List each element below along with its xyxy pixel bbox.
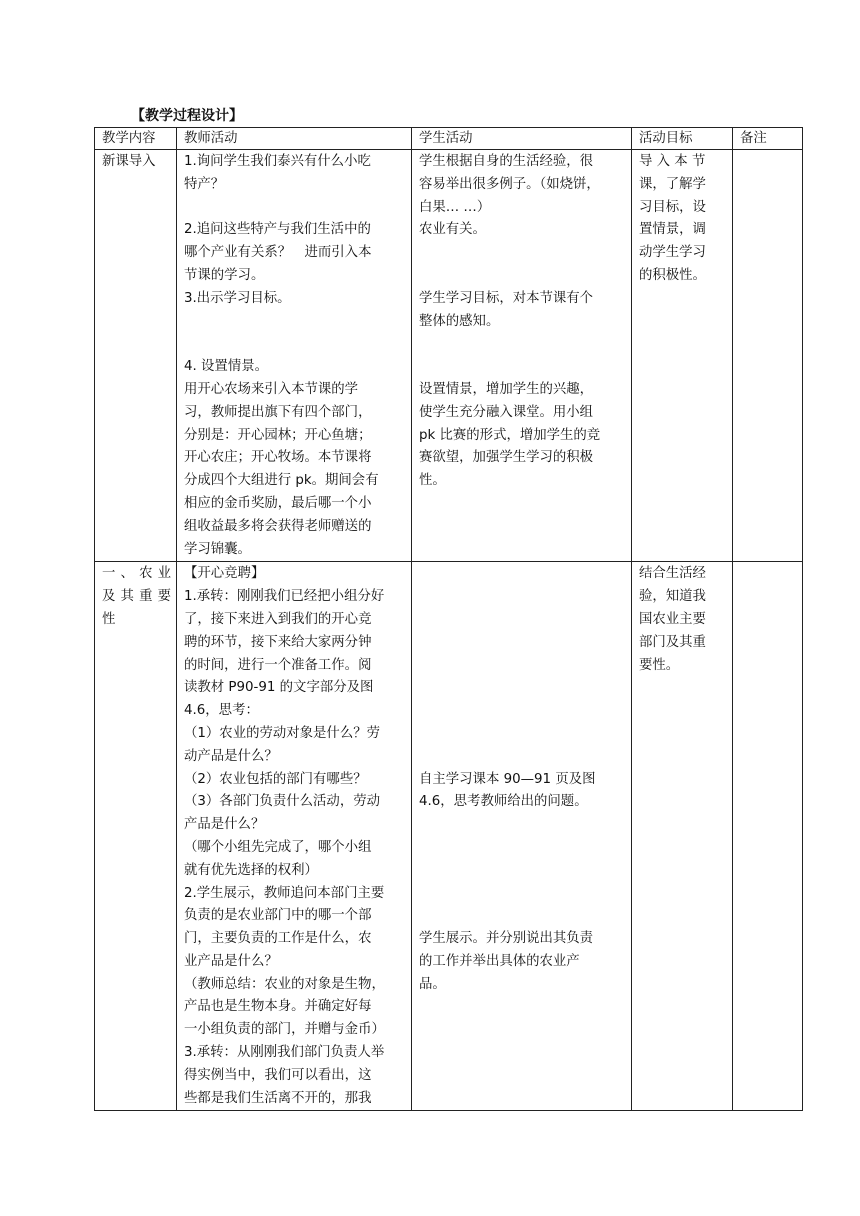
text-line <box>419 700 626 723</box>
text-line: 国农业主要 <box>639 611 706 627</box>
text-line: 得实例当中，我们可以看出，这 <box>184 1067 372 1083</box>
text-line: 要性。 <box>639 657 680 673</box>
text-line: 一小组负责的部门，并赠与金币） <box>184 1022 385 1038</box>
text-line: 一、农业 <box>102 566 171 582</box>
text-line: 部门及其重 <box>639 634 706 650</box>
text-line: 验，知道我 <box>639 589 706 605</box>
text-line: 课，了解学 <box>639 176 706 192</box>
table-row <box>95 150 803 562</box>
text-line <box>419 677 626 700</box>
text-line <box>419 746 626 769</box>
text-line: 组收益最多将会获得老师赠送的 <box>184 518 372 534</box>
text-line: 哪个产业有关系？ 进而引入本 <box>184 245 372 261</box>
text-line: 习，教师提出旗下有四个部门， <box>184 404 372 420</box>
text-line: 4.6，思考教师给出的问题。 <box>419 794 588 810</box>
text-line <box>419 356 626 379</box>
text-line <box>184 311 406 334</box>
text-line <box>419 905 626 928</box>
text-line: 分别是：开心园林；开心鱼塘； <box>184 427 372 443</box>
text-line: pk 比赛的形式，增加学生的竞 <box>419 427 601 443</box>
text-line: 置情景，调 <box>639 222 706 238</box>
text-line: 4.6，思考： <box>184 703 259 719</box>
text-line: 整体的感知。 <box>419 313 500 329</box>
text-line <box>419 632 626 655</box>
table-row <box>95 562 803 1111</box>
text-line <box>419 860 626 883</box>
text-line <box>419 563 626 586</box>
cell-remark <box>733 562 803 1111</box>
text-line: 学生学习目标，对本节课有个 <box>419 290 594 306</box>
text-line: 了，接下来进入到我们的开心竞 <box>184 611 372 627</box>
text-line: 的积极性。 <box>639 267 706 283</box>
cell-content <box>95 562 177 1111</box>
text-line: 动产品是什么？ <box>184 748 278 764</box>
text-line <box>419 265 626 288</box>
text-line <box>419 814 626 837</box>
text-line: 性 <box>102 611 116 627</box>
text-line: （教师总结：农业的对象是生物， <box>184 976 385 992</box>
header-content: 教学内容 <box>95 128 177 150</box>
cell-teacher <box>177 150 412 562</box>
text-line: 自主学习课本 90—91 页及图 <box>419 771 596 787</box>
text-line: 3.承转：从刚刚我们部门负责人举 <box>184 1045 385 1061</box>
cell-student <box>412 150 632 562</box>
text-line: 习目标，设 <box>639 199 706 215</box>
text-line: 3.出示学习目标。 <box>184 290 291 306</box>
text-line: 相应的金币奖励，最后哪一个小 <box>184 495 372 511</box>
cell-teacher <box>177 562 412 1111</box>
text-line: 产品是什么？ <box>184 817 265 833</box>
cell-content <box>95 150 177 562</box>
text-line: （1）农业的劳动对象是什么？劳 <box>184 725 380 741</box>
text-line: 业产品是什么？ <box>184 953 278 969</box>
text-line: 导 入 本 节 <box>639 154 706 169</box>
text-line: 学生展示。并分别说出其负责 <box>419 931 594 947</box>
text-line: 聘的环节，接下来给大家两分钟 <box>184 634 372 650</box>
text-line: 读教材 P90-91 的文字部分及图 <box>184 680 374 696</box>
text-line <box>419 242 626 265</box>
text-line <box>184 197 406 220</box>
cell-goal <box>632 150 733 562</box>
text-line <box>419 723 626 746</box>
text-line: 开心农庄；开心牧场。本节课将 <box>184 450 372 466</box>
text-line: 学习锦囊。 <box>184 541 251 557</box>
text-line <box>419 883 626 906</box>
header-student: 学生活动 <box>412 128 632 150</box>
text-line: 特产？ <box>184 176 225 192</box>
text-line: 设置情景，增加学生的兴趣， <box>419 381 594 397</box>
text-line: 性。 <box>419 473 446 489</box>
text-line: 门，主要负责的工作是什么，农 <box>184 931 372 947</box>
header-remark: 备注 <box>733 128 803 150</box>
section-heading: 【教学过程设计】 <box>131 108 243 124</box>
text-line: 动学生学习 <box>639 245 706 261</box>
text-line: （2）农业包括的部门有哪些？ <box>184 771 367 787</box>
table-header-row <box>95 128 803 150</box>
text-line: 2.追问这些特产与我们生活中的 <box>184 222 371 238</box>
text-line: （哪个小组先完成了，哪个小组 <box>184 839 372 855</box>
text-line <box>184 333 406 356</box>
text-line: 1.承转：刚刚我们已经把小组分好 <box>184 589 385 605</box>
lesson-plan-table <box>94 127 803 1111</box>
text-line: 些都是我们生活离不开的，那我 <box>184 1090 372 1106</box>
cell-goal <box>632 562 733 1111</box>
text-line <box>419 655 626 678</box>
header-goal: 活动目标 <box>632 128 733 150</box>
header-teacher: 教师活动 <box>177 128 412 150</box>
text-line: 及其重要 <box>102 589 171 605</box>
text-line: 的工作并举出具体的农业产 <box>419 953 580 969</box>
text-line: 2.学生展示，教师追问本部门主要 <box>184 885 385 901</box>
text-line: 白果… …） <box>419 199 491 215</box>
text-line: 品。 <box>419 976 446 992</box>
text-line: 农业有关。 <box>419 222 486 238</box>
text-line: 的时间，进行一个准备工作。阅 <box>184 657 372 673</box>
text-line <box>419 586 626 609</box>
text-line: 【开心竞聘】 <box>184 566 265 582</box>
text-line: （3）各部门负责什么活动，劳动 <box>184 794 380 810</box>
text-line: 负责的是农业部门中的哪一个部 <box>184 908 372 924</box>
text-line: 用开心农场来引入本节课的学 <box>184 381 359 397</box>
text-line: 使学生充分融入课堂。用小组 <box>419 404 594 420</box>
text-line: 分成四个大组进行 pk。期间会有 <box>184 473 379 489</box>
text-line: 学生根据自身的生活经验，很 <box>419 154 594 169</box>
text-line: 产品也是生物本身。并确定好每 <box>184 999 372 1015</box>
text-line <box>419 609 626 632</box>
text-line <box>419 837 626 860</box>
text-line: 1.询问学生我们泰兴有什么小吃 <box>184 154 371 169</box>
text-line: 节课的学习。 <box>184 267 265 283</box>
text-line <box>419 333 626 356</box>
text-line: 结合生活经 <box>639 566 706 582</box>
text-line: 就有优先选择的权利） <box>184 862 318 878</box>
text-line: 容易举出很多例子。（如烧饼， <box>419 176 600 192</box>
text-line: 新课导入 <box>102 154 156 169</box>
text-line: 赛欲望，加强学生学习的积极 <box>419 450 594 466</box>
text-line: 4. 设置情景。 <box>184 359 268 375</box>
cell-remark <box>733 150 803 562</box>
cell-student <box>412 562 632 1111</box>
